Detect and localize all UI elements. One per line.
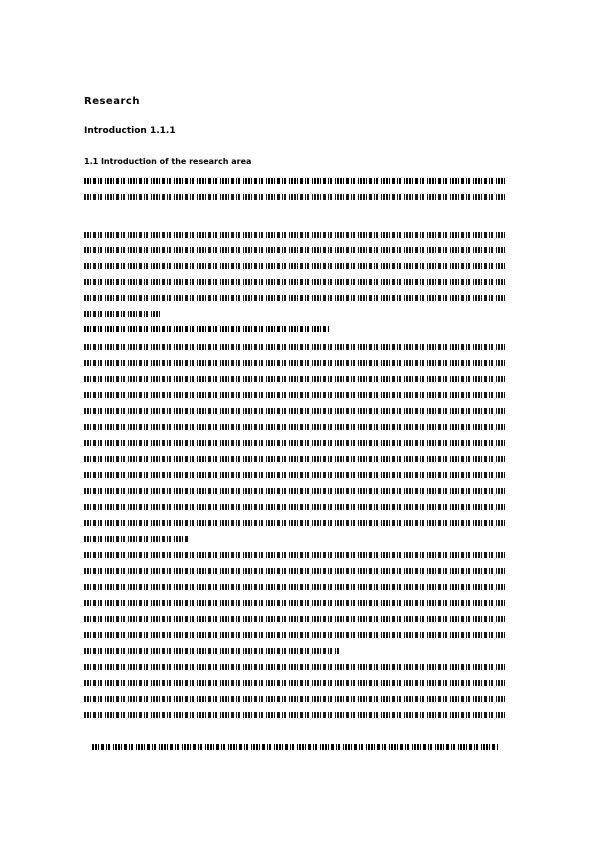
body-text-line <box>84 520 507 526</box>
body-text-line <box>84 600 507 606</box>
body-text-line <box>84 279 507 285</box>
body-text-line <box>84 232 507 238</box>
body-text-line <box>84 488 507 494</box>
body-text-line <box>84 440 507 446</box>
document-subtitle: Introduction 1.1.1 <box>84 126 176 136</box>
body-text-line <box>84 295 507 301</box>
body-text-line <box>84 648 340 654</box>
body-text-line <box>84 536 190 542</box>
body-text-line <box>84 712 507 718</box>
body-text-line <box>84 194 507 200</box>
body-text-line <box>84 472 507 478</box>
body-text-line <box>84 344 507 350</box>
body-text-line <box>84 263 507 269</box>
body-text-line <box>84 247 507 253</box>
body-text-line <box>84 392 507 398</box>
body-text-line <box>84 616 507 622</box>
body-text-line <box>84 584 507 590</box>
body-text-line <box>84 178 507 184</box>
body-text-line <box>84 696 507 702</box>
body-text-line <box>84 456 507 462</box>
body-text-line <box>84 326 330 332</box>
body-text-line <box>84 552 507 558</box>
document-title: Research <box>84 96 140 107</box>
body-text-line <box>84 632 507 638</box>
body-text-line <box>84 376 507 382</box>
body-text-line <box>84 664 507 670</box>
body-text-line <box>84 568 507 574</box>
section-heading: 1.1 Introduction of the research area <box>84 157 252 166</box>
body-text-line <box>84 504 507 510</box>
body-text-line <box>84 680 507 686</box>
body-text-line <box>84 311 160 317</box>
body-text-line <box>92 744 499 750</box>
body-text-line <box>84 360 507 366</box>
body-text-line <box>84 424 507 430</box>
body-text-line <box>84 408 507 414</box>
